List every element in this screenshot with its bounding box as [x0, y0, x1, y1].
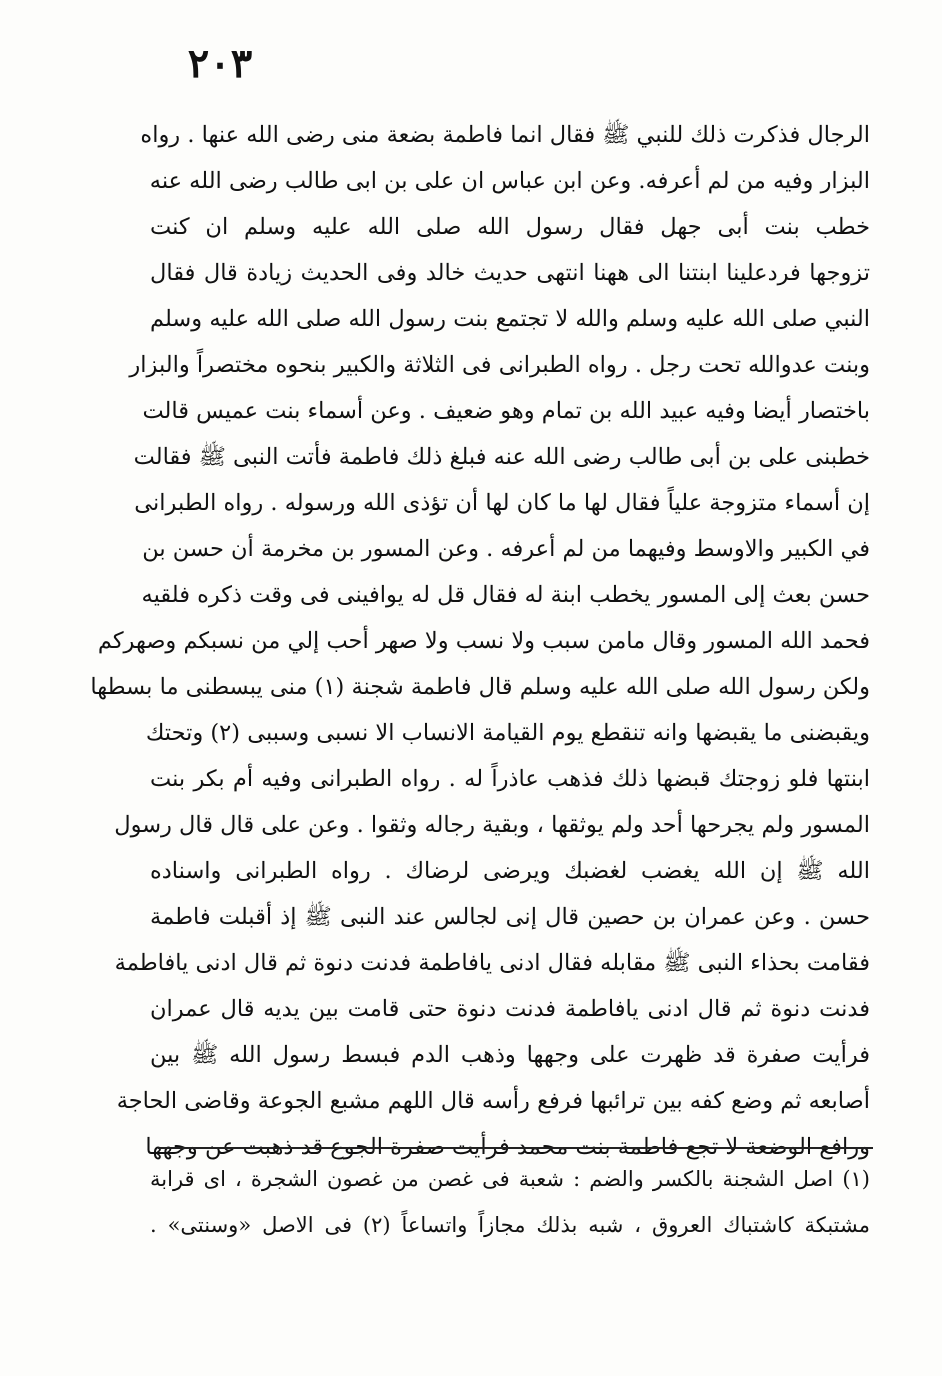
main-text — [90, 112, 870, 1170]
text-line: البزار وفيه من لم أعرفه. وعن ابن عباس ان على بن ابى طالب رضى الله عنه — [149, 168, 870, 194]
text-line: وبنت عدوالله تحت رجل . رواه الطبرانى فى الثلاثة والكبير بنحوه مختصراً والبزار — [129, 352, 870, 378]
text-line: ولكن رسول الله صلى الله عليه وسلم قال فاطمة شجنة (١) منى يبسطنى ما بسطها — [90, 674, 870, 700]
footnote-line: مشتبكة كاشتباك العروق ، شبه بذلك مجازاً واتساعاً (٢) فى الاصل «وسنتى» . — [150, 1213, 870, 1237]
text-line: ويقبضنى ما يقبضها وانه تنقطع يوم القيامة الانساب الا نسبى وسببى (٢) وتحتك — [145, 720, 870, 746]
text-line: باختصار أيضا وفيه عبيد الله بن تمام وهو ضعيف . وعن أسماء بنت عميس قالت — [142, 398, 870, 424]
text-line: النبي صلى الله عليه وسلم والله لا تجتمع بنت رسول الله صلى الله عليه وسلم — [150, 306, 870, 332]
text-line: خطب بنت أبى جهل فقال رسول الله صلى الله عليه وسلم ان كنت — [150, 214, 870, 240]
text-line: حسن بعث إلى المسور يخطب ابنة له فقال قل له يوافينى فى وقت ذكره فلقيه — [141, 582, 870, 608]
text-line: في الكبير والاوسط وفيهما من لم أعرفه . وعن المسور بن مخرمة أن حسن بن — [142, 536, 870, 562]
footnote-divider — [158, 1147, 873, 1149]
text-line: خطبنى على بن أبى طالب رضى الله عنه فبلغ ذلك فاطمة فأتت النبى ﷺ فقالت — [133, 444, 870, 470]
footnotes — [150, 1156, 870, 1248]
text-line: إن أسماء متزوجة علياً فقال لها ما كان لها أن تؤذى الله ورسوله . رواه الطبرانى — [134, 490, 870, 516]
text-line: فدنت دنوة ثم قال ادنى يافاطمة فدنت دنوة حتى قامت بين يديه قال عمران — [150, 996, 870, 1022]
text-line: فحمد الله المسور وقال مامن سبب ولا نسب ولا صهر أحب إلي من نسبكم وصهركم — [97, 628, 870, 654]
text-line: تزوجها فردعلينا ابنتنا الى ههنا انتهى حديث خالد وفى الحديث زيادة قال فقال — [150, 260, 870, 286]
text-line: ابنتها فلو زوجتك قبضها ذلك فذهب عاذراً له . رواه الطبرانى وفيه أم بكر بنت — [150, 766, 870, 792]
text-line: الرجال فذكرت ذلك للنبي ﷺ فقال انما فاطمة بضعة منى رضى الله عنها . رواه — [140, 122, 870, 148]
text-line: حسن . وعن عمران بن حصين قال إنى لجالس عند النبى ﷺ إذ أقبلت فاطمة — [150, 904, 870, 930]
text-line: أصابعه ثم وضع كفه بين ترائبها فرفع رأسه قال اللهم مشبع الجوعة وقاضى الحاجة — [116, 1088, 870, 1114]
text-line: فقامت بحذاء النبى ﷺ مقابله فقال ادنى يافاطمة فدنت دنوة ثم قال ادنى يافاطمة — [114, 950, 870, 976]
text-line: الله ﷺ إن الله يغضب لغضبك ويرضى لرضاك . رواه الطبرانى واسناده — [150, 858, 870, 884]
text-line: ورافع الوضعة لا تجع فاطمة بنت محمد فرأيت صفرة الجوع قد ذهبت عن وجهها — [145, 1134, 870, 1160]
text-line: المسور ولم يجرحها أحد ولم يوثقها ، وبقية رجاله وثقوا . وعن على قال قال رسول — [114, 812, 870, 838]
footnote-line: (١) اصل الشجنة بالكسر والضم : شعبة فى غصن من غصون الشجرة ، اى قرابة — [150, 1167, 870, 1191]
text-line: فرأيت صفرة قد ظهرت على وجهها وذهب الدم فبسط رسول الله ﷺ بين — [150, 1042, 870, 1068]
page-number: ٢٠٣ — [187, 40, 253, 87]
